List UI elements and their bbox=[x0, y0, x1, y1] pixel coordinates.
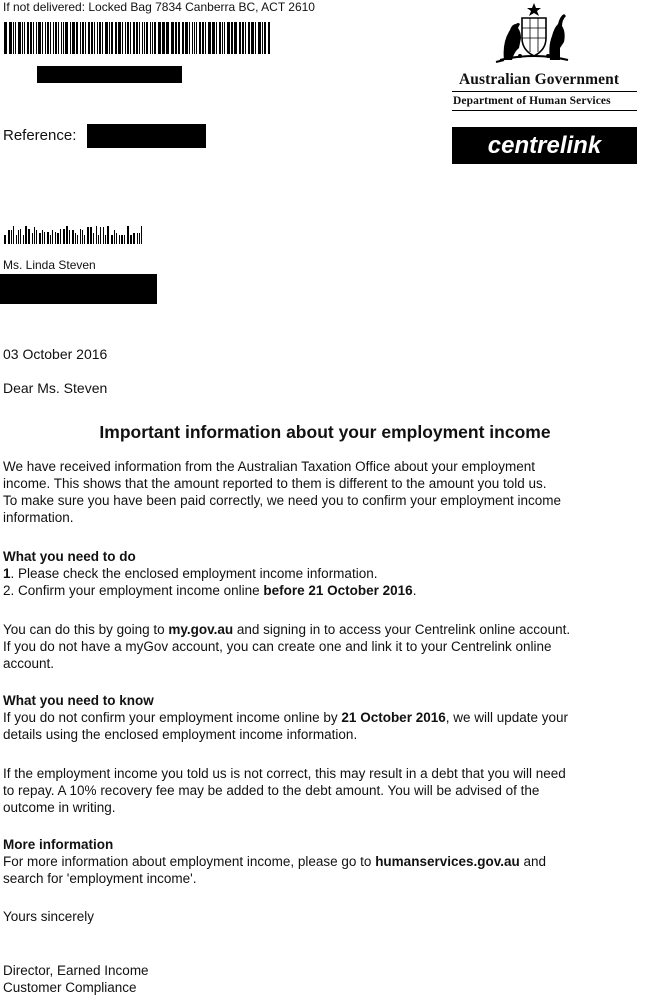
barcode-bar bbox=[224, 22, 225, 54]
barcode-bar bbox=[30, 22, 32, 54]
commonwealth-coat-of-arms-icon bbox=[494, 2, 574, 64]
barcode-bar bbox=[194, 22, 195, 54]
government-title: Australian Government bbox=[459, 71, 620, 88]
barcode-bar bbox=[202, 22, 204, 54]
barcode-bar bbox=[80, 22, 81, 54]
barcode-bar bbox=[141, 226, 142, 244]
intro-line: income. This shows that the amount reported to them is different to the amount you told us. bbox=[3, 476, 547, 491]
barcode-bar bbox=[139, 233, 140, 244]
barcode-bar bbox=[90, 227, 92, 244]
intro-line: To make sure you have been paid correctly, we need you to confirm your employment income bbox=[3, 493, 562, 508]
barcode-bar bbox=[109, 22, 110, 54]
step-text: . Please check the enclosed employment income information. bbox=[10, 566, 378, 581]
barcode-bar bbox=[97, 22, 98, 54]
barcode-bar bbox=[175, 22, 177, 54]
barcode-bar bbox=[118, 22, 121, 54]
barcode-bar bbox=[166, 22, 169, 54]
barcode-bar bbox=[84, 235, 85, 244]
debt-line: If the employment income you told us is not correct, this may result in a debt that you will need bbox=[3, 766, 566, 781]
closing: Yours sincerely bbox=[3, 909, 95, 924]
what-to-do-section bbox=[3, 548, 650, 599]
intro-line: information. bbox=[3, 510, 74, 525]
barcode-bar bbox=[242, 22, 244, 54]
barcode-bar bbox=[42, 22, 43, 54]
barcode-bar bbox=[127, 226, 129, 244]
online-text: You can do this by going to bbox=[3, 622, 169, 637]
redacted-reference bbox=[87, 124, 206, 148]
signatory-title: Director, Earned Income bbox=[3, 963, 149, 978]
barcode-bar bbox=[239, 22, 241, 54]
barcode-bar bbox=[154, 22, 156, 54]
recipient-name: Ms. Linda Steven bbox=[3, 258, 96, 272]
online-line: If you do not have a myGov account, you can create one and link it to your Centrelink online bbox=[3, 639, 552, 654]
reference-label: Reference: bbox=[3, 127, 77, 144]
barcode-bar bbox=[36, 22, 37, 54]
barcode-bar bbox=[52, 230, 53, 244]
barcode-bar bbox=[13, 226, 14, 244]
barcode-bar bbox=[144, 22, 145, 54]
debt-line: to repay. A 10% recovery fee may be added to the debt amount. You will be advised of the bbox=[3, 783, 540, 798]
more-info-line: search for 'employment income'. bbox=[3, 871, 197, 886]
barcode-bar bbox=[55, 232, 56, 244]
humanservices-link[interactable]: humanservices.gov.au bbox=[375, 854, 520, 869]
barcode-bar bbox=[70, 22, 71, 54]
department-name: Department of Human Services bbox=[453, 95, 611, 107]
barcode-bar bbox=[105, 235, 106, 244]
step-number: 1 bbox=[3, 566, 11, 581]
barcode-bar bbox=[45, 22, 46, 54]
barcode-bar bbox=[125, 22, 126, 54]
debt-paragraph bbox=[3, 765, 650, 816]
barcode-bar bbox=[94, 22, 95, 54]
barcode-bar bbox=[76, 22, 78, 54]
barcode-bar bbox=[18, 230, 19, 244]
more-info-text: and bbox=[519, 854, 547, 869]
barcode-bar bbox=[63, 229, 65, 244]
section-heading: What you need to know bbox=[3, 693, 154, 708]
more-info-line bbox=[3, 853, 650, 870]
redacted-address bbox=[0, 274, 157, 304]
barcode-bar bbox=[18, 22, 21, 54]
barcode-bar bbox=[107, 226, 109, 244]
barcode-bar bbox=[124, 235, 125, 244]
know-text: , we will update your bbox=[445, 710, 569, 725]
barcode-bar bbox=[245, 22, 246, 54]
barcode-bar bbox=[99, 22, 101, 54]
barcode-bar bbox=[139, 22, 140, 54]
barcode-bar bbox=[63, 22, 64, 54]
barcode-bar bbox=[115, 22, 117, 54]
debt-line: outcome in writing. bbox=[3, 800, 116, 815]
barcode-bar bbox=[77, 235, 78, 244]
deadline-date: before 21 October 2016 bbox=[263, 583, 413, 598]
barcode-bar bbox=[75, 233, 76, 244]
barcode-bar bbox=[103, 227, 104, 244]
barcode-bar bbox=[32, 233, 33, 244]
barcode-bar bbox=[130, 235, 132, 244]
barcode-bar bbox=[216, 22, 217, 54]
barcode-bar bbox=[127, 22, 129, 54]
barcode-bar bbox=[150, 22, 151, 54]
barcode-bar bbox=[178, 22, 180, 54]
barcode-bar bbox=[116, 233, 117, 244]
barcode-bar bbox=[171, 22, 174, 54]
barcode-bar bbox=[33, 22, 34, 54]
barcode-bar bbox=[255, 22, 256, 54]
barcode-bar bbox=[85, 22, 86, 54]
barcode-bar bbox=[44, 232, 45, 244]
more-info-text: For more information about employment income, please go to bbox=[3, 854, 376, 869]
barcode-bar bbox=[22, 22, 23, 54]
barcode-bar bbox=[119, 235, 120, 244]
barcode-bar bbox=[60, 229, 61, 244]
barcode-bar bbox=[136, 22, 138, 54]
barcode-bar bbox=[133, 22, 135, 54]
intro-line: We have received information from the Australian Taxation Office about your employment bbox=[3, 459, 536, 474]
barcode-bar bbox=[196, 22, 197, 54]
know-line: details using the enclosed employment income information. bbox=[3, 727, 358, 742]
centrelink-logo: centrelink bbox=[452, 127, 637, 164]
barcode-bar bbox=[137, 233, 138, 244]
barcode-bar bbox=[8, 230, 10, 244]
barcode-bar bbox=[262, 22, 263, 54]
barcode-bar bbox=[121, 235, 123, 244]
barcode-bar bbox=[36, 230, 37, 244]
barcode-bar bbox=[69, 230, 70, 244]
barcode-bar bbox=[146, 22, 148, 54]
signatory-unit: Customer Compliance bbox=[3, 980, 137, 995]
barcode-bar bbox=[47, 22, 49, 54]
barcode-bar bbox=[27, 22, 29, 54]
barcode-bar bbox=[25, 226, 27, 244]
barcode-bar bbox=[88, 22, 90, 54]
barcode-bar bbox=[111, 22, 113, 54]
barcode-bar bbox=[65, 22, 68, 54]
barcode-bar bbox=[47, 232, 49, 244]
what-to-know-section bbox=[3, 692, 650, 743]
barcode-bar bbox=[258, 22, 261, 54]
barcode-bar bbox=[158, 22, 161, 54]
barcode-bar bbox=[205, 22, 206, 54]
barcode-bar bbox=[23, 235, 24, 244]
letter-date: 03 October 2016 bbox=[3, 346, 108, 362]
barcode-bar bbox=[142, 22, 143, 54]
barcode-bar bbox=[53, 22, 54, 54]
barcode-bar bbox=[268, 22, 270, 54]
barcode-bar bbox=[114, 230, 115, 244]
barcode-bar bbox=[152, 22, 153, 54]
barcode-bar bbox=[185, 22, 188, 54]
barcode-bar bbox=[34, 227, 35, 244]
barcode-bar bbox=[15, 22, 16, 54]
barcode-bar bbox=[4, 235, 6, 244]
barcode-bar bbox=[231, 22, 233, 54]
mygov-link[interactable]: my.gov.au bbox=[168, 622, 234, 637]
barcode-bar bbox=[98, 235, 99, 244]
step-one bbox=[3, 565, 650, 582]
barcode-bar bbox=[182, 22, 184, 54]
barcode-bar bbox=[16, 235, 17, 244]
barcode-bar bbox=[20, 229, 21, 244]
barcode-bar bbox=[111, 235, 113, 244]
barcode-bar bbox=[264, 22, 266, 54]
know-text: If you do not confirm your employment income online by bbox=[3, 710, 342, 725]
section-heading: More information bbox=[3, 837, 114, 852]
barcode-bar bbox=[55, 22, 57, 54]
barcode-bar bbox=[222, 22, 223, 54]
barcode-bar bbox=[162, 22, 165, 54]
barcode-bar bbox=[105, 22, 108, 54]
barcode-bar bbox=[42, 230, 43, 244]
salutation: Dear Ms. Steven bbox=[3, 380, 108, 396]
barcode-bar bbox=[102, 22, 103, 54]
step-end: . bbox=[412, 583, 417, 598]
barcode-bar bbox=[13, 22, 14, 54]
deadline-date: 21 October 2016 bbox=[341, 710, 446, 725]
barcode-bar bbox=[122, 22, 123, 54]
more-info-section bbox=[3, 836, 650, 887]
step-two bbox=[3, 582, 650, 599]
mail-sort-barcode bbox=[4, 226, 144, 244]
barcode-bar bbox=[72, 230, 74, 244]
barcode-bar bbox=[28, 229, 30, 244]
barcode-bar bbox=[9, 22, 12, 54]
online-text: and signing in to access your Centrelink online account. bbox=[233, 622, 571, 637]
barcode-bar bbox=[50, 235, 51, 244]
barcode-bar bbox=[39, 233, 41, 244]
letterhead-divider-lower bbox=[452, 110, 637, 111]
barcode-bar bbox=[4, 22, 7, 54]
letter-title: Important information about your employment income bbox=[99, 422, 551, 442]
barcode-bar bbox=[50, 22, 51, 54]
signatory bbox=[3, 962, 149, 996]
barcode-bar bbox=[91, 22, 93, 54]
barcode-bar bbox=[189, 22, 190, 54]
barcode-bar bbox=[192, 22, 193, 54]
barcode-bar bbox=[199, 22, 201, 54]
barcode-bar bbox=[100, 227, 101, 244]
barcode-bar bbox=[72, 22, 75, 54]
know-line bbox=[3, 709, 650, 726]
barcode-bar bbox=[227, 22, 230, 54]
barcode-bar bbox=[11, 230, 12, 244]
barcode-bar bbox=[66, 226, 68, 244]
barcode-bar bbox=[133, 233, 135, 244]
section-heading: What you need to do bbox=[3, 549, 136, 564]
barcode-bar bbox=[61, 22, 62, 54]
barcode-bar bbox=[251, 22, 254, 54]
barcode-bar bbox=[219, 22, 221, 54]
barcode-bar bbox=[130, 22, 131, 54]
online-line: account. bbox=[3, 656, 55, 671]
redacted-block bbox=[37, 66, 182, 83]
barcode-bar bbox=[93, 233, 94, 244]
barcode-bar bbox=[87, 227, 89, 244]
barcode-bar bbox=[57, 233, 59, 244]
barcode-bar bbox=[82, 22, 84, 54]
barcode-bar bbox=[234, 22, 237, 54]
barcode-bar bbox=[80, 229, 81, 244]
step-text: 2. Confirm your employment income online bbox=[3, 583, 264, 598]
barcode-bar bbox=[96, 226, 97, 244]
online-line bbox=[3, 621, 650, 638]
barcode-bar bbox=[212, 22, 215, 54]
intro-paragraph bbox=[3, 458, 650, 526]
barcode-bar bbox=[248, 22, 250, 54]
barcode-bar bbox=[82, 230, 83, 244]
online-paragraph bbox=[3, 621, 650, 672]
return-address: If not delivered: Locked Bag 7834 Canberra BC, ACT 2610 bbox=[3, 0, 315, 14]
barcode-bar bbox=[24, 22, 25, 54]
letterhead-divider bbox=[452, 91, 637, 92]
barcode-bar bbox=[38, 22, 41, 54]
barcode-bar bbox=[58, 22, 59, 54]
postal-barcode bbox=[4, 22, 271, 54]
barcode-bar bbox=[208, 22, 211, 54]
